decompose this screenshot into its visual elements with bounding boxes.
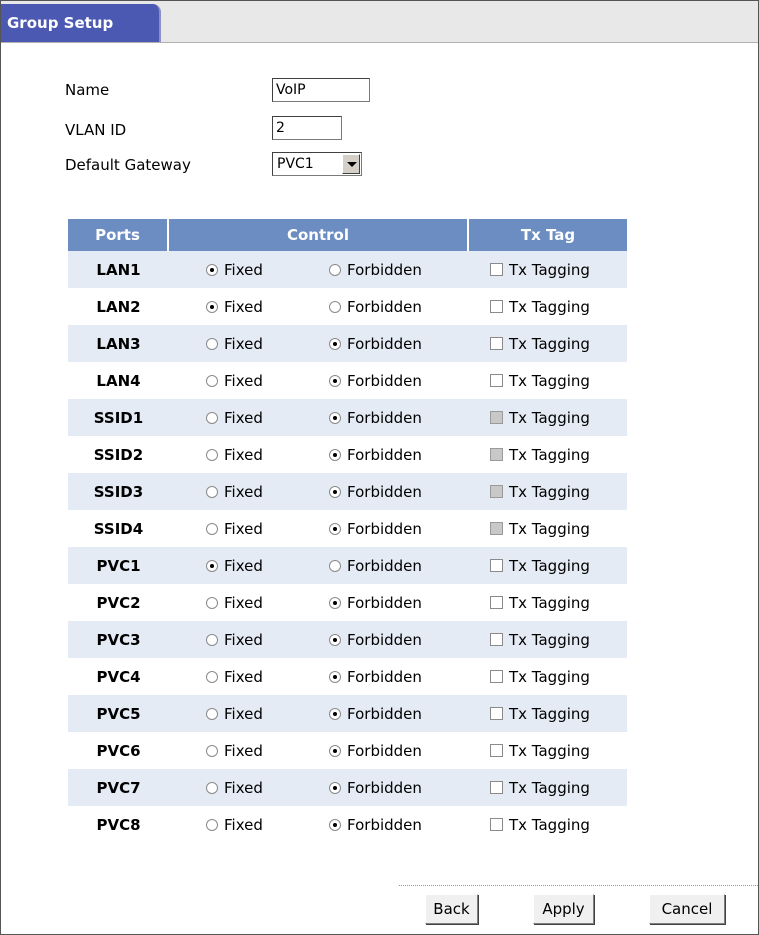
tx-tagging-checkbox: [490, 411, 503, 424]
forbidden-radio[interactable]: [329, 745, 341, 757]
port-name: SSID1: [68, 399, 169, 436]
fixed-option[interactable]: [169, 621, 299, 658]
fixed-radio[interactable]: [206, 634, 218, 646]
apply-button[interactable]: Apply: [533, 894, 594, 924]
tx-tagging-label: Tx Tagging: [509, 741, 590, 760]
tx-tagging-option[interactable]: [469, 658, 627, 695]
table-header-row: [68, 219, 627, 251]
port-name: SSID3: [68, 473, 169, 510]
forbidden-label: Forbidden: [347, 371, 422, 390]
tx-tagging-option: [469, 436, 627, 473]
tx-tagging-checkbox[interactable]: [490, 596, 503, 609]
forbidden-option[interactable]: [299, 584, 469, 621]
port-name: PVC6: [96, 741, 141, 760]
fixed-radio[interactable]: [206, 560, 218, 572]
table-row: [68, 695, 627, 732]
table-row: [68, 436, 627, 473]
table-row: [68, 584, 627, 621]
fixed-label: Fixed: [224, 297, 263, 316]
table-row: [68, 547, 627, 584]
fixed-label: Fixed: [224, 556, 263, 575]
tx-tagging-option[interactable]: [469, 547, 627, 584]
fixed-radio[interactable]: [206, 486, 218, 498]
port-name: LAN2: [96, 297, 141, 316]
fixed-label: Fixed: [224, 593, 263, 612]
forbidden-option[interactable]: [299, 473, 469, 510]
tx-tagging-checkbox[interactable]: [490, 744, 503, 757]
ports-table: [68, 219, 627, 843]
tx-tagging-label: Tx Tagging: [509, 334, 590, 353]
forbidden-option[interactable]: [299, 658, 469, 695]
port-name: PVC3: [68, 621, 169, 658]
vlan-id-label: VLAN ID: [65, 121, 127, 139]
forbidden-option[interactable]: [299, 325, 469, 362]
forbidden-radio[interactable]: [329, 301, 341, 313]
tx-tagging-option[interactable]: [469, 695, 627, 732]
forbidden-radio[interactable]: [329, 486, 341, 498]
forbidden-label: Forbidden: [347, 519, 422, 538]
tx-tagging-label: Tx Tagging: [509, 556, 590, 575]
forbidden-radio[interactable]: [329, 560, 341, 572]
tx-tagging-checkbox[interactable]: [490, 818, 503, 831]
forbidden-option[interactable]: [299, 399, 469, 436]
table-row: [68, 325, 627, 362]
tx-tagging-label: Tx Tagging: [509, 519, 590, 538]
forbidden-option[interactable]: [299, 362, 469, 399]
name-label: Name: [65, 81, 110, 99]
forbidden-label: Forbidden: [347, 408, 422, 427]
table-row: [68, 732, 627, 769]
tx-tagging-option[interactable]: [469, 362, 627, 399]
forbidden-radio[interactable]: [329, 264, 341, 276]
tx-tagging-option[interactable]: [469, 288, 627, 325]
fixed-label: Fixed: [224, 630, 263, 649]
forbidden-option[interactable]: [299, 769, 469, 806]
fixed-radio[interactable]: [206, 782, 218, 794]
forbidden-option[interactable]: [299, 288, 469, 325]
fixed-label: Fixed: [224, 778, 263, 797]
fixed-label: Fixed: [224, 482, 263, 501]
fixed-label: Fixed: [224, 371, 263, 390]
fixed-radio[interactable]: [206, 523, 218, 535]
forbidden-label: Forbidden: [347, 630, 422, 649]
tx-tagging-checkbox[interactable]: [490, 559, 503, 572]
tx-tagging-label: Tx Tagging: [509, 593, 590, 612]
fixed-option[interactable]: [169, 362, 299, 399]
fixed-label: Fixed: [224, 704, 263, 723]
fixed-option[interactable]: [169, 473, 299, 510]
tx-tagging-checkbox: [490, 448, 503, 461]
forbidden-radio[interactable]: [329, 375, 341, 387]
fixed-radio[interactable]: [206, 708, 218, 720]
tx-tagging-label: Tx Tagging: [509, 297, 590, 316]
fixed-option[interactable]: [169, 658, 299, 695]
tx-tagging-label: Tx Tagging: [509, 815, 590, 834]
forbidden-label: Forbidden: [347, 334, 422, 353]
forbidden-label: Forbidden: [347, 260, 422, 279]
tx-tagging-option[interactable]: [469, 251, 627, 288]
tx-tagging-option[interactable]: [469, 325, 627, 362]
fixed-label: Fixed: [224, 667, 263, 686]
forbidden-radio[interactable]: [329, 819, 341, 831]
tx-tagging-checkbox[interactable]: [490, 707, 503, 720]
fixed-label: Fixed: [224, 408, 263, 427]
forbidden-label: Forbidden: [347, 297, 422, 316]
port-name: PVC8: [96, 815, 141, 834]
fixed-option[interactable]: [169, 251, 299, 288]
forbidden-label: Forbidden: [347, 815, 422, 834]
forbidden-option[interactable]: [299, 510, 469, 547]
forbidden-option[interactable]: [299, 732, 469, 769]
forbidden-radio[interactable]: [329, 597, 341, 609]
tx-tagging-label: Tx Tagging: [509, 704, 590, 723]
forbidden-radio[interactable]: [329, 671, 341, 683]
tab-bar: [1, 1, 758, 43]
fixed-option[interactable]: [169, 584, 299, 621]
fixed-option[interactable]: [169, 436, 299, 473]
button-divider: [399, 885, 758, 886]
forbidden-label: Forbidden: [347, 593, 422, 612]
fixed-option[interactable]: [169, 547, 299, 584]
tx-tagging-label: Tx Tagging: [509, 667, 590, 686]
name-input[interactable]: VoIP: [272, 78, 370, 102]
port-name: LAN4: [96, 371, 141, 390]
port-name: LAN3: [68, 325, 169, 362]
tx-tagging-checkbox[interactable]: [490, 633, 503, 646]
fixed-option[interactable]: [169, 325, 299, 362]
tx-tagging-option: [469, 510, 627, 547]
table-row: [68, 473, 627, 510]
table-row: [68, 510, 627, 547]
fixed-label: Fixed: [224, 519, 263, 538]
port-name: PVC2: [96, 593, 141, 612]
port-name: LAN1: [68, 251, 169, 288]
fixed-option[interactable]: [169, 769, 299, 806]
forbidden-radio[interactable]: [329, 782, 341, 794]
tx-tagging-option: [469, 399, 627, 436]
fixed-radio[interactable]: [206, 412, 218, 424]
default-gateway-select[interactable]: [272, 152, 362, 176]
fixed-radio[interactable]: [206, 597, 218, 609]
tx-tagging-checkbox[interactable]: [490, 374, 503, 387]
tx-tagging-label: Tx Tagging: [509, 630, 590, 649]
tx-tagging-option[interactable]: [469, 732, 627, 769]
vlan-id-input[interactable]: 2: [272, 116, 342, 140]
forbidden-label: Forbidden: [347, 482, 422, 501]
port-name: PVC4: [96, 667, 141, 686]
fixed-option[interactable]: [169, 695, 299, 732]
fixed-radio[interactable]: [206, 301, 218, 313]
header-tx-tag: Tx Tag: [469, 219, 627, 251]
tx-tagging-checkbox[interactable]: [490, 670, 503, 683]
fixed-radio[interactable]: [206, 819, 218, 831]
forbidden-label: Forbidden: [347, 778, 422, 797]
tx-tagging-checkbox: [490, 522, 503, 535]
forbidden-label: Forbidden: [347, 556, 422, 575]
fixed-label: Fixed: [224, 445, 263, 464]
forbidden-option[interactable]: [299, 806, 469, 843]
forbidden-radio[interactable]: [329, 523, 341, 535]
fixed-radio[interactable]: [206, 671, 218, 683]
port-name: PVC7: [68, 769, 169, 806]
tx-tagging-option[interactable]: [469, 621, 627, 658]
tx-tagging-label: Tx Tagging: [509, 778, 590, 797]
port-name: SSID4: [93, 519, 144, 538]
fixed-label: Fixed: [224, 260, 263, 279]
forbidden-radio[interactable]: [329, 412, 341, 424]
table-row: [68, 658, 627, 695]
forbidden-label: Forbidden: [347, 445, 422, 464]
forbidden-option[interactable]: [299, 547, 469, 584]
tx-tagging-checkbox[interactable]: [490, 781, 503, 794]
back-button[interactable]: Back: [425, 894, 478, 924]
forbidden-radio[interactable]: [329, 634, 341, 646]
fixed-radio[interactable]: [206, 449, 218, 461]
fixed-option[interactable]: [169, 806, 299, 843]
table-row: [68, 621, 627, 658]
tx-tagging-checkbox[interactable]: [490, 337, 503, 350]
tx-tagging-checkbox[interactable]: [490, 300, 503, 313]
default-gateway-value: PVC1: [277, 156, 314, 172]
tab-group-setup[interactable]: Group Setup: [1, 4, 161, 42]
fixed-radio[interactable]: [206, 264, 218, 276]
forbidden-label: Forbidden: [347, 704, 422, 723]
cancel-button[interactable]: Cancel: [649, 894, 725, 924]
fixed-option[interactable]: [169, 732, 299, 769]
port-name: SSID2: [93, 445, 144, 464]
fixed-option[interactable]: [169, 510, 299, 547]
tx-tagging-option: [469, 473, 627, 510]
tx-tagging-label: Tx Tagging: [509, 371, 590, 390]
forbidden-option[interactable]: [299, 695, 469, 732]
fixed-radio[interactable]: [206, 745, 218, 757]
tx-tagging-label: Tx Tagging: [509, 482, 590, 501]
fixed-option[interactable]: [169, 399, 299, 436]
fixed-label: Fixed: [224, 334, 263, 353]
forbidden-radio[interactable]: [329, 708, 341, 720]
forbidden-option[interactable]: [299, 251, 469, 288]
header-ports: Ports: [68, 219, 169, 251]
forbidden-label: Forbidden: [347, 741, 422, 760]
table-row: [68, 399, 627, 436]
chevron-down-icon[interactable]: [342, 154, 360, 174]
tx-tagging-label: Tx Tagging: [509, 408, 590, 427]
tx-tagging-label: Tx Tagging: [509, 260, 590, 279]
tx-tagging-option[interactable]: [469, 769, 627, 806]
forbidden-label: Forbidden: [347, 667, 422, 686]
fixed-label: Fixed: [224, 741, 263, 760]
fixed-option[interactable]: [169, 288, 299, 325]
forbidden-radio[interactable]: [329, 449, 341, 461]
default-gateway-label: Default Gateway: [65, 156, 191, 174]
forbidden-radio[interactable]: [329, 338, 341, 350]
fixed-radio[interactable]: [206, 375, 218, 387]
tx-tagging-option[interactable]: [469, 584, 627, 621]
table-row: [68, 251, 627, 288]
forbidden-option[interactable]: [299, 621, 469, 658]
tx-tagging-checkbox: [490, 485, 503, 498]
table-row: [68, 288, 627, 325]
table-row: [68, 806, 627, 843]
forbidden-option[interactable]: [299, 436, 469, 473]
port-name: PVC1: [68, 547, 169, 584]
tx-tagging-label: Tx Tagging: [509, 445, 590, 464]
table-row: [68, 769, 627, 806]
port-name: PVC5: [68, 695, 169, 732]
tx-tagging-checkbox[interactable]: [490, 263, 503, 276]
fixed-radio[interactable]: [206, 338, 218, 350]
table-row: [68, 362, 627, 399]
tx-tagging-option[interactable]: [469, 806, 627, 843]
fixed-label: Fixed: [224, 815, 263, 834]
header-control: Control: [169, 219, 469, 251]
